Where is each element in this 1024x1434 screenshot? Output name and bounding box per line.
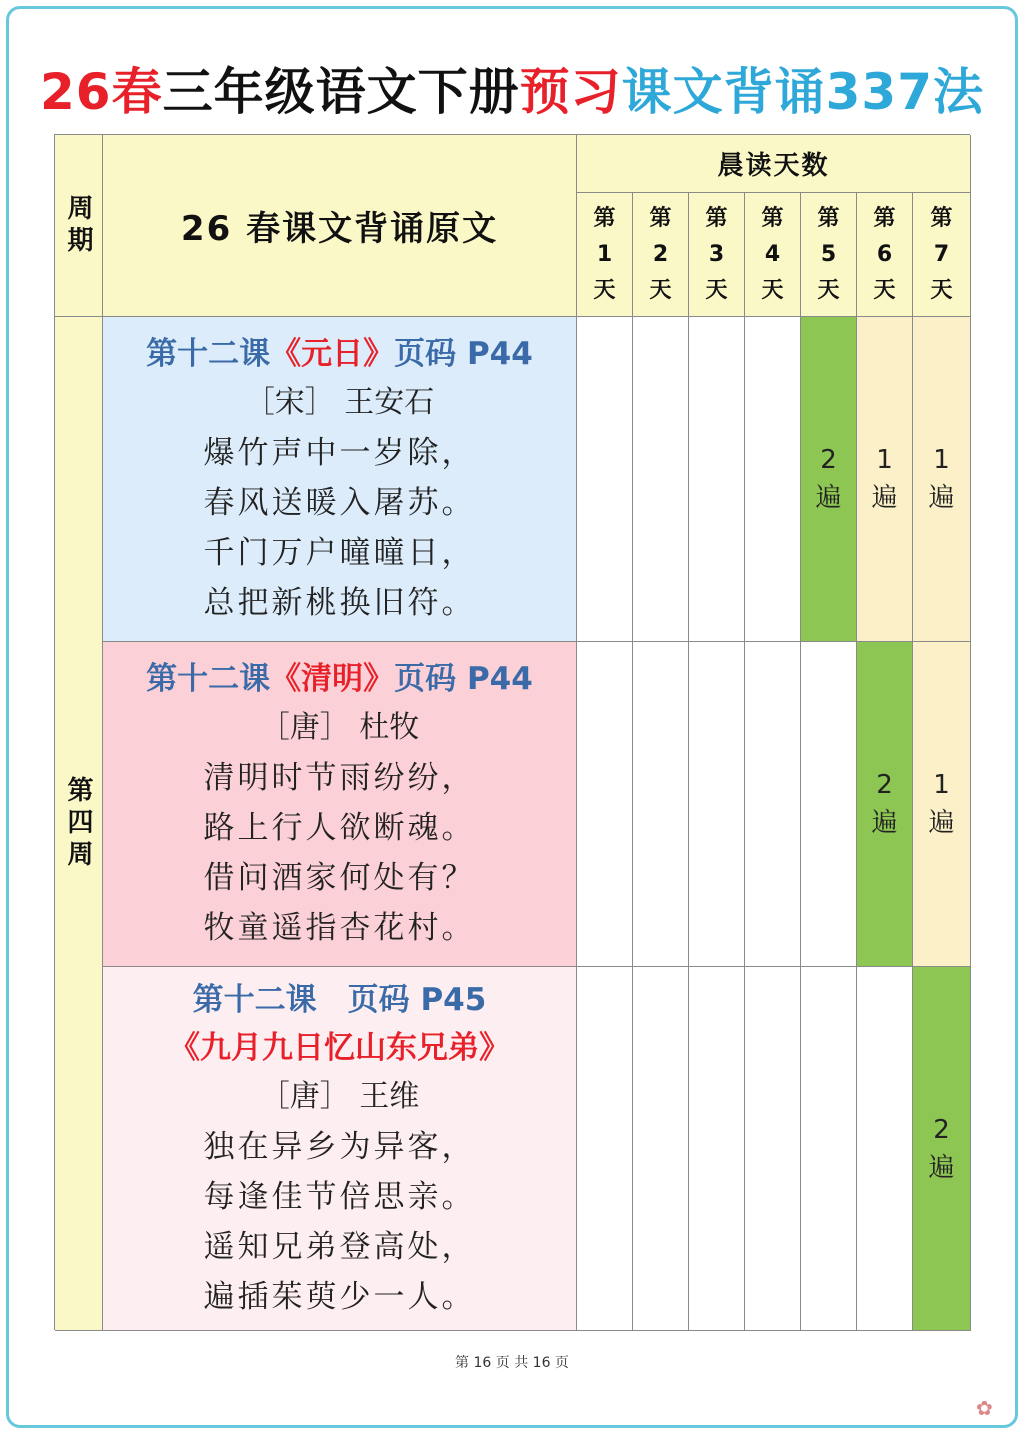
poem-1-day-1	[577, 317, 633, 642]
day-7-header: 第 7 天	[913, 193, 971, 317]
day-5-header: 第 5 天	[801, 193, 857, 317]
poem-1-line-3: 千门万户曈曈日，	[203, 535, 476, 571]
poem-1-day-5: 2 遍	[801, 317, 857, 642]
poem-2-day-6: 2 遍	[857, 642, 913, 967]
poem-2-day-2	[633, 642, 689, 967]
week-label: 第四周	[55, 317, 103, 1331]
page-footer: 第 16 页 共 16 页	[455, 1355, 569, 1371]
poem-1-heading: 第十二课《元日》页码 P44	[146, 336, 533, 372]
poem-3-day-4	[745, 967, 801, 1331]
title-part-4: 课文背诵337法	[621, 63, 984, 121]
poem-3-day-1	[577, 967, 633, 1331]
poem-3-day-7: 2 遍	[913, 967, 971, 1331]
main-header: 26 春课文背诵原文	[103, 135, 577, 317]
day-2-header: 第 2 天	[633, 193, 689, 317]
poem-1-author: ［宋］ 王安石	[244, 385, 435, 420]
days-header: 晨读天数	[577, 135, 971, 193]
poem-3-line-4: 遍插茱萸少一人。	[203, 1278, 476, 1315]
poem-2-day-7: 1 遍	[913, 642, 971, 967]
recitation-table	[54, 134, 970, 1330]
title-part-2: 三年级语文下册	[162, 63, 520, 121]
poem-1-day-2	[633, 317, 689, 642]
poem-qingming	[103, 642, 577, 967]
title-part-3: 预习	[519, 63, 622, 121]
poem-1-day-4	[745, 317, 801, 642]
poem-3-line-2: 每逢佳节倍思亲。	[203, 1178, 476, 1215]
poem-2-day-1	[577, 642, 633, 967]
poem-1-day-3	[689, 317, 745, 642]
poem-1-line-2: 春风送暖入屠苏。	[203, 485, 476, 521]
poem-2-line-3: 借问酒家何处有？	[203, 860, 476, 896]
poem-1-line-4: 总把新桃换旧符。	[203, 585, 476, 621]
poem-2-line-2: 路上行人欲断魂。	[203, 810, 476, 846]
poem-2-line-1: 清明时节雨纷纷，	[203, 760, 476, 796]
week-header: 周期	[55, 135, 103, 317]
day-3-header: 第 3 天	[689, 193, 745, 317]
title-part-1: 26春	[40, 63, 163, 121]
poem-1-title: 《元日》	[270, 336, 395, 372]
poem-3-line-1: 独在异乡为异客，	[203, 1128, 476, 1165]
poem-1-line-1: 爆竹声中一岁除，	[203, 435, 476, 471]
poem-2-day-4	[745, 642, 801, 967]
day-1-header: 第 1 天	[577, 193, 633, 317]
poem-2-author: ［唐］ 杜牧	[259, 710, 420, 745]
flower-decoration-icon: ✿	[976, 1396, 993, 1420]
poem-1-day-6: 1 遍	[857, 317, 913, 642]
poem-3-day-6	[857, 967, 913, 1331]
poem-2-title: 《清明》	[270, 661, 395, 697]
poem-jiuyuejiuri	[103, 967, 577, 1331]
poem-3-day-2	[633, 967, 689, 1331]
day-4-header: 第 4 天	[745, 193, 801, 317]
poem-3-author: ［唐］ 王维	[259, 1078, 420, 1114]
page-title	[0, 52, 1024, 124]
poem-3-title: 《九月九日忆山东兄弟》	[169, 1029, 510, 1066]
poem-1-page: 页码 P44	[394, 336, 533, 372]
poem-3-line-3: 遥知兄弟登高处，	[203, 1228, 476, 1265]
poem-3-heading: 第十二课 页码 P45	[192, 981, 487, 1018]
poem-2-heading: 第十二课《清明》页码 P44	[146, 661, 533, 697]
day-6-header: 第 6 天	[857, 193, 913, 317]
poem-3-day-3	[689, 967, 745, 1331]
poem-2-line-4: 牧童遥指杏花村。	[203, 910, 476, 946]
poem-yuanri	[103, 317, 577, 642]
poem-3-day-5	[801, 967, 857, 1331]
poem-2-day-5	[801, 642, 857, 967]
poem-2-day-3	[689, 642, 745, 967]
poem-1-day-7: 1 遍	[913, 317, 971, 642]
poem-2-page: 页码 P44	[394, 661, 533, 697]
